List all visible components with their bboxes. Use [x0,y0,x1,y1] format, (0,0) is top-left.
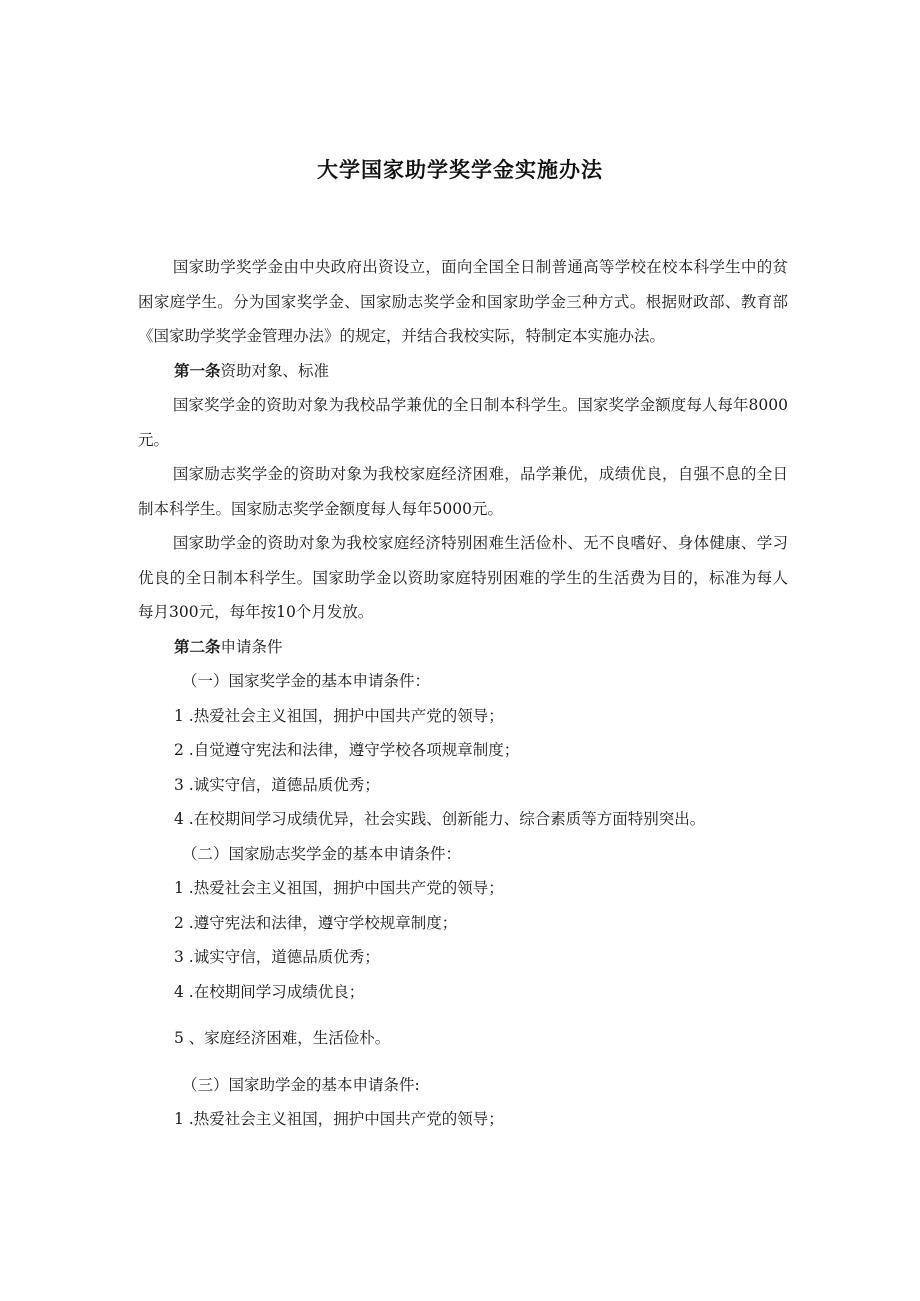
article-2-heading [138,630,788,665]
list-item: 3 .诚实守信，道德品质优秀； [174,948,380,966]
article-1-paragraph: 国家奖学金的资助对象为我校品学兼优的全日制本科学生。国家奖学金额度每人每年8000元。 [138,396,788,449]
article-1-paragraph: 国家助学金的资助对象为我校家庭经济特别困难生活俭朴、无不良嗜好、身体健康、学习优良的全日制本科学生。国家助学金以资助家庭特别困难的学生的生活费为目的，标准为每人每月300元，每年按10个月发放。 [138,534,788,621]
list-item: 5 、家庭经济困难，生活俭朴。 [174,1029,391,1047]
article-2-label: 第二条 [174,637,221,656]
article-2-subject: 申请条件 [220,637,283,656]
list-item: 1 .热爱社会主义祖国，拥护中国共产党的领导； [174,706,504,725]
list-item: 2 .遵守宪法和法律，遵守学校规章制度； [174,913,458,932]
section-title: （一）国家奖学金的基本申请条件： [182,672,431,690]
page-title: 大学国家助学奖学金实施办法 [317,158,603,182]
document-body [138,250,788,1137]
article-1-paragraph: 国家励志奖学金的资助对象为我校家庭经济困难，品学兼优，成绩优良，自强不息的全日制本科学生。国家励志奖学金额度每人每年5000元。 [138,465,788,518]
list-item: 1 .热爱社会主义祖国，拥护中国共产党的领导； [174,879,504,897]
article-1-label: 第一条 [174,361,221,380]
list-item: 4 .在校期间学习成绩优异，社会实践、创新能力、综合素质等方面特别突出。 [174,810,706,828]
list-item: 1 .热爱社会主义祖国，拥护中国共产党的领导； [174,1110,504,1128]
list-item: 3 .诚实守信，道德品质优秀； [174,775,380,794]
section-title: （三）国家助学金的基本申请条件: [182,1075,420,1094]
list-item: 4 .在校期间学习成绩优良； [174,982,365,1001]
section-title: （二）国家励志奖学金的基本申请条件： [182,844,462,863]
article-1-heading [138,354,788,389]
list-item: 2 .自觉遵守宪法和法律，遵守学校各项规章制度； [174,741,520,759]
intro-paragraph: 国家助学奖学金由中央政府出资设立，面向全国全日制普通高等学校在校本科学生中的贫困家庭学生。分为国家奖学金、国家励志奖学金和国家助学金三种方式。根据财政部、教育部《国家助学奖学金管理办法》的规定，并结合我校实际，特制定本实施办法。 [138,258,788,345]
article-1-subject: 资助对象、标准 [220,361,330,380]
